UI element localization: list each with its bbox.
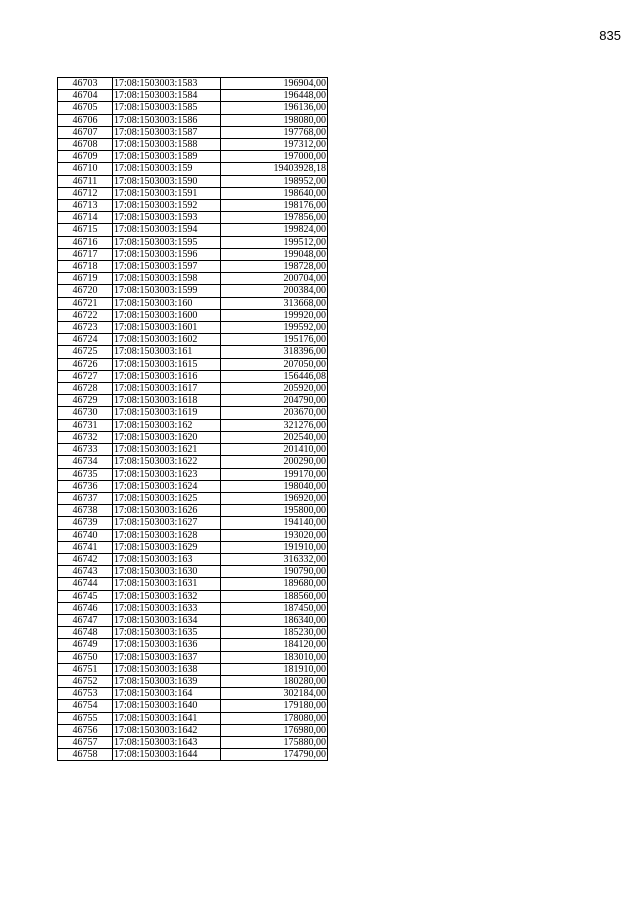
cadastral-number-cell: 17:08:1503003:1586 [113,114,221,126]
table-row [58,273,328,285]
value-cell: 190790,00 [221,566,328,578]
row-number-cell: 46707 [58,126,113,138]
row-number-cell: 46727 [58,370,113,382]
cadastral-number-cell: 17:08:1503003:1597 [113,261,221,273]
table-row [58,688,328,700]
table-row [58,675,328,687]
row-number-cell: 46720 [58,285,113,297]
cadastral-number-cell: 17:08:1503003:1625 [113,492,221,504]
row-number-cell: 46714 [58,212,113,224]
row-number-cell: 46724 [58,334,113,346]
row-number-cell: 46746 [58,602,113,614]
row-number-cell: 46739 [58,517,113,529]
table-row [58,639,328,651]
value-cell: 195800,00 [221,505,328,517]
table-row [58,712,328,724]
value-cell: 194140,00 [221,517,328,529]
table-row [58,322,328,334]
cadastral-number-cell: 17:08:1503003:1628 [113,529,221,541]
cadastral-number-cell: 17:08:1503003:163 [113,553,221,565]
row-number-cell: 46722 [58,309,113,321]
row-number-cell: 46721 [58,297,113,309]
value-cell: 198040,00 [221,480,328,492]
cadastral-number-cell: 17:08:1503003:1626 [113,505,221,517]
table-row [58,236,328,248]
row-number-cell: 46757 [58,736,113,748]
table-row [58,297,328,309]
cadastral-number-cell: 17:08:1503003:1615 [113,358,221,370]
row-number-cell: 46709 [58,151,113,163]
table-row [58,651,328,663]
row-number-cell: 46740 [58,529,113,541]
value-cell: 200704,00 [221,273,328,285]
cadastral-number-cell: 17:08:1503003:1598 [113,273,221,285]
row-number-cell: 46704 [58,90,113,102]
row-number-cell: 46742 [58,553,113,565]
value-cell: 198640,00 [221,187,328,199]
table-row [58,151,328,163]
cadastral-number-cell: 17:08:1503003:1601 [113,322,221,334]
cadastral-number-cell: 17:08:1503003:1618 [113,395,221,407]
table-row [58,200,328,212]
table-row [58,163,328,175]
table-row [58,566,328,578]
cadastral-number-cell: 17:08:1503003:1633 [113,602,221,614]
table-row [58,541,328,553]
table-row [58,395,328,407]
cadastral-number-cell: 17:08:1503003:1632 [113,590,221,602]
table-row [58,139,328,151]
row-number-cell: 46713 [58,200,113,212]
table-row [58,224,328,236]
row-number-cell: 46718 [58,261,113,273]
value-cell: 187450,00 [221,602,328,614]
row-number-cell: 46750 [58,651,113,663]
value-cell: 201410,00 [221,444,328,456]
cadastral-number-cell: 17:08:1503003:1637 [113,651,221,663]
table-row [58,175,328,187]
cadastral-number-cell: 17:08:1503003:1616 [113,370,221,382]
cadastral-number-cell: 17:08:1503003:1592 [113,200,221,212]
table-row [58,468,328,480]
row-number-cell: 46743 [58,566,113,578]
cadastral-number-cell: 17:08:1503003:1593 [113,212,221,224]
cadastral-number-cell: 17:08:1503003:1617 [113,383,221,395]
value-cell: 174790,00 [221,749,328,761]
table-row [58,480,328,492]
table-row [58,553,328,565]
cadastral-value-table [57,77,328,761]
row-number-cell: 46735 [58,468,113,480]
table-row [58,285,328,297]
value-cell: 199048,00 [221,248,328,260]
cadastral-number-cell: 17:08:1503003:160 [113,297,221,309]
table-row [58,529,328,541]
cadastral-number-cell: 17:08:1503003:1622 [113,456,221,468]
value-cell: 205920,00 [221,383,328,395]
cadastral-number-cell: 17:08:1503003:1590 [113,175,221,187]
cadastral-number-cell: 17:08:1503003:1623 [113,468,221,480]
row-number-cell: 46705 [58,102,113,114]
row-number-cell: 46751 [58,663,113,675]
table-row [58,309,328,321]
row-number-cell: 46711 [58,175,113,187]
table-row [58,261,328,273]
table-row [58,407,328,419]
cadastral-number-cell: 17:08:1503003:1630 [113,566,221,578]
value-cell: 199170,00 [221,468,328,480]
row-number-cell: 46715 [58,224,113,236]
row-number-cell: 46755 [58,712,113,724]
cadastral-number-cell: 17:08:1503003:1584 [113,90,221,102]
table-row [58,334,328,346]
row-number-cell: 46747 [58,614,113,626]
value-cell: 313668,00 [221,297,328,309]
value-cell: 198728,00 [221,261,328,273]
value-cell: 199824,00 [221,224,328,236]
cadastral-number-cell: 17:08:1503003:1642 [113,724,221,736]
table-row [58,126,328,138]
cadastral-number-cell: 17:08:1503003:161 [113,346,221,358]
table-row [58,358,328,370]
table-row [58,444,328,456]
value-cell: 197000,00 [221,151,328,163]
cadastral-number-cell: 17:08:1503003:1634 [113,614,221,626]
value-cell: 196920,00 [221,492,328,504]
row-number-cell: 46737 [58,492,113,504]
row-number-cell: 46745 [58,590,113,602]
cadastral-number-cell: 17:08:1503003:1619 [113,407,221,419]
cadastral-number-cell: 17:08:1503003:1596 [113,248,221,260]
table-row [58,383,328,395]
value-cell: 197312,00 [221,139,328,151]
row-number-cell: 46738 [58,505,113,517]
value-cell: 199920,00 [221,309,328,321]
value-cell: 200384,00 [221,285,328,297]
cadastral-number-cell: 17:08:1503003:1631 [113,578,221,590]
table-row [58,663,328,675]
row-number-cell: 46725 [58,346,113,358]
row-number-cell: 46744 [58,578,113,590]
table-row [58,419,328,431]
row-number-cell: 46758 [58,749,113,761]
value-cell: 200290,00 [221,456,328,468]
table-row [58,590,328,602]
table-row [58,78,328,90]
cadastral-number-cell: 17:08:1503003:159 [113,163,221,175]
row-number-cell: 46731 [58,419,113,431]
row-number-cell: 46726 [58,358,113,370]
cadastral-number-cell: 17:08:1503003:1620 [113,431,221,443]
value-cell: 196448,00 [221,90,328,102]
row-number-cell: 46729 [58,395,113,407]
table-row [58,187,328,199]
row-number-cell: 46754 [58,700,113,712]
row-number-cell: 46703 [58,78,113,90]
value-cell: 189680,00 [221,578,328,590]
value-cell: 199512,00 [221,236,328,248]
table-row [58,492,328,504]
value-cell: 203670,00 [221,407,328,419]
value-cell: 199592,00 [221,322,328,334]
value-cell: 197768,00 [221,126,328,138]
value-cell: 188560,00 [221,590,328,602]
row-number-cell: 46716 [58,236,113,248]
table-row [58,248,328,260]
cadastral-number-cell: 17:08:1503003:1636 [113,639,221,651]
cadastral-number-cell: 17:08:1503003:1627 [113,517,221,529]
value-cell: 318396,00 [221,346,328,358]
table-row [58,431,328,443]
value-cell: 204790,00 [221,395,328,407]
value-cell: 181910,00 [221,663,328,675]
cadastral-number-cell: 17:08:1503003:1599 [113,285,221,297]
row-number-cell: 46748 [58,627,113,639]
table-row [58,614,328,626]
value-cell: 197856,00 [221,212,328,224]
value-cell: 185230,00 [221,627,328,639]
value-cell: 196904,00 [221,78,328,90]
value-cell: 186340,00 [221,614,328,626]
value-cell: 180280,00 [221,675,328,687]
cadastral-number-cell: 17:08:1503003:1640 [113,700,221,712]
value-cell: 195176,00 [221,334,328,346]
row-number-cell: 46723 [58,322,113,334]
table-row [58,456,328,468]
row-number-cell: 46706 [58,114,113,126]
table-row [58,602,328,614]
cadastral-number-cell: 17:08:1503003:1639 [113,675,221,687]
value-cell: 316332,00 [221,553,328,565]
row-number-cell: 46736 [58,480,113,492]
value-cell: 198176,00 [221,200,328,212]
value-cell: 198080,00 [221,114,328,126]
row-number-cell: 46710 [58,163,113,175]
value-cell: 321276,00 [221,419,328,431]
cadastral-number-cell: 17:08:1503003:1595 [113,236,221,248]
cadastral-number-cell: 17:08:1503003:1629 [113,541,221,553]
value-cell: 176980,00 [221,724,328,736]
value-cell: 198952,00 [221,175,328,187]
cadastral-number-cell: 17:08:1503003:1643 [113,736,221,748]
table-row [58,212,328,224]
row-number-cell: 46734 [58,456,113,468]
row-number-cell: 46732 [58,431,113,443]
value-cell: 302184,00 [221,688,328,700]
row-number-cell: 46733 [58,444,113,456]
cadastral-number-cell: 17:08:1503003:1635 [113,627,221,639]
table-row [58,505,328,517]
value-cell: 175880,00 [221,736,328,748]
cadastral-number-cell: 17:08:1503003:1591 [113,187,221,199]
table-row [58,346,328,358]
value-cell: 191910,00 [221,541,328,553]
value-cell: 183010,00 [221,651,328,663]
table-row [58,114,328,126]
row-number-cell: 46741 [58,541,113,553]
value-cell: 178080,00 [221,712,328,724]
value-cell: 207050,00 [221,358,328,370]
row-number-cell: 46749 [58,639,113,651]
row-number-cell: 46756 [58,724,113,736]
table-row [58,627,328,639]
table-row [58,700,328,712]
table-body [58,78,328,761]
table-row [58,370,328,382]
value-cell: 184120,00 [221,639,328,651]
cadastral-number-cell: 17:08:1503003:1585 [113,102,221,114]
cadastral-number-cell: 17:08:1503003:1594 [113,224,221,236]
value-cell: 19403928,18 [221,163,328,175]
cadastral-number-cell: 17:08:1503003:1588 [113,139,221,151]
table-row [58,749,328,761]
cadastral-number-cell: 17:08:1503003:1624 [113,480,221,492]
cadastral-number-cell: 17:08:1503003:1641 [113,712,221,724]
cadastral-number-cell: 17:08:1503003:1589 [113,151,221,163]
row-number-cell: 46712 [58,187,113,199]
cadastral-number-cell: 17:08:1503003:164 [113,688,221,700]
value-cell: 179180,00 [221,700,328,712]
row-number-cell: 46753 [58,688,113,700]
row-number-cell: 46708 [58,139,113,151]
value-cell: 202540,00 [221,431,328,443]
value-cell: 156446,08 [221,370,328,382]
row-number-cell: 46752 [58,675,113,687]
cadastral-number-cell: 17:08:1503003:1621 [113,444,221,456]
cadastral-number-cell: 17:08:1503003:1587 [113,126,221,138]
table-row [58,90,328,102]
row-number-cell: 46719 [58,273,113,285]
row-number-cell: 46717 [58,248,113,260]
cadastral-number-cell: 17:08:1503003:1638 [113,663,221,675]
cadastral-number-cell: 17:08:1503003:1600 [113,309,221,321]
table-row [58,517,328,529]
table-row [58,578,328,590]
row-number-cell: 46730 [58,407,113,419]
table-row [58,736,328,748]
row-number-cell: 46728 [58,383,113,395]
value-cell: 193020,00 [221,529,328,541]
value-cell: 196136,00 [221,102,328,114]
table-row [58,102,328,114]
table-row [58,724,328,736]
cadastral-number-cell: 17:08:1503003:1644 [113,749,221,761]
page-number: 835 [599,28,621,43]
cadastral-number-cell: 17:08:1503003:1583 [113,78,221,90]
cadastral-number-cell: 17:08:1503003:162 [113,419,221,431]
cadastral-number-cell: 17:08:1503003:1602 [113,334,221,346]
